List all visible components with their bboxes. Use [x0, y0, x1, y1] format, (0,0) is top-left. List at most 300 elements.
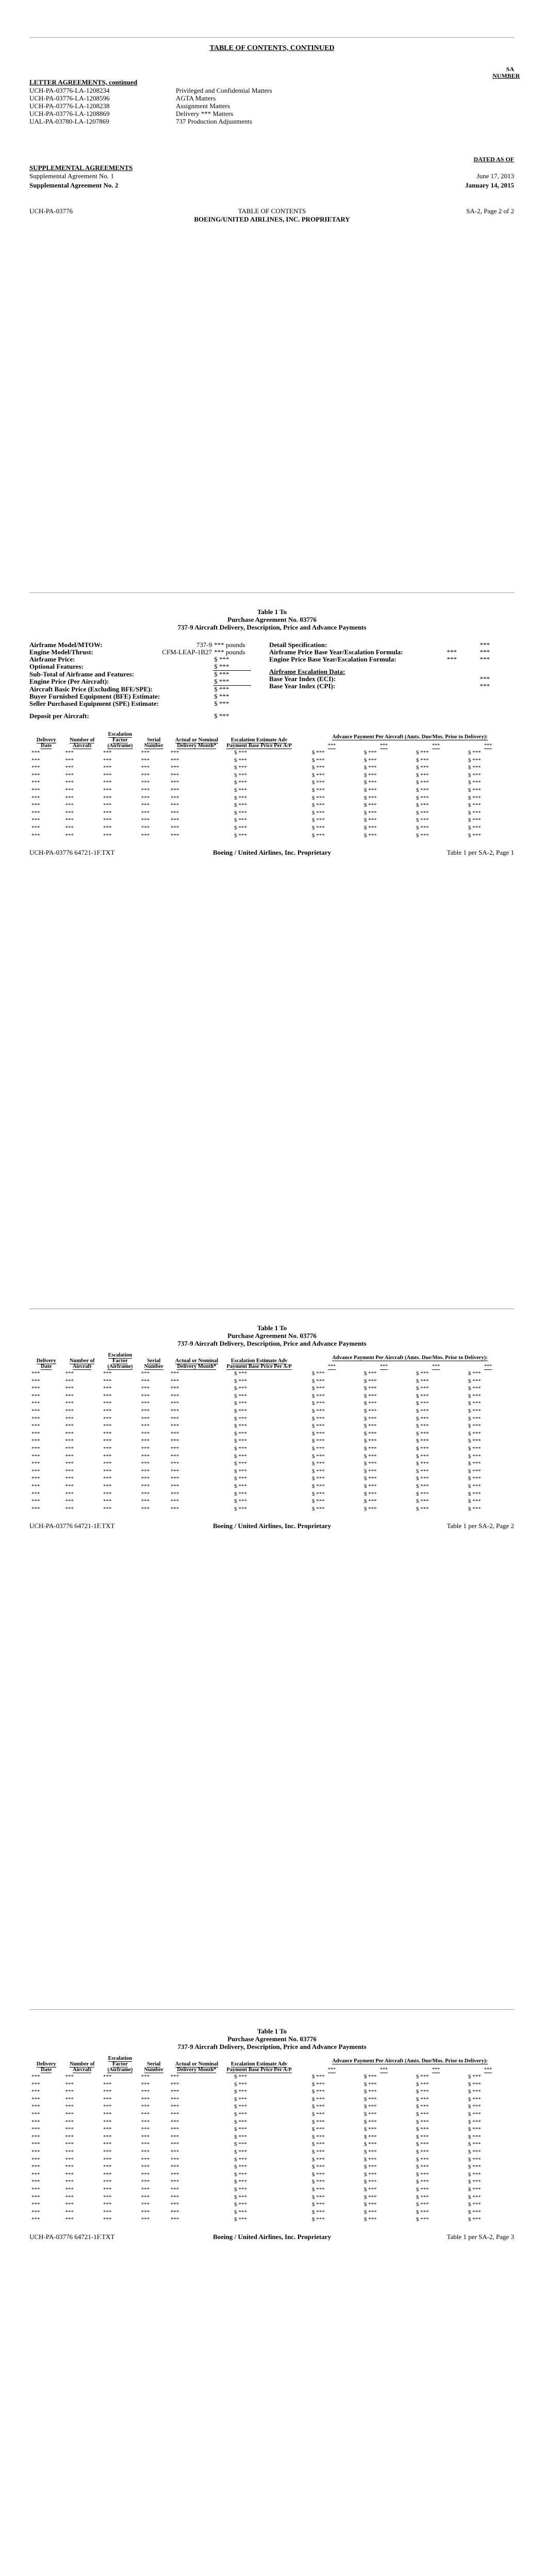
cell: *** [65, 2089, 74, 2095]
cell: *** [103, 1438, 112, 1445]
cell: *** [65, 1378, 74, 1384]
advance-payment-header [306, 732, 514, 740]
cell: $ *** [311, 757, 325, 764]
cell: *** [65, 2194, 74, 2200]
cell: *** [141, 772, 150, 778]
cell: $ *** [364, 2081, 377, 2088]
cell: $ *** [364, 1370, 377, 1377]
cell: $ *** [364, 2096, 377, 2103]
advance-payment-header-text: Advance Payment Per Aircraft (Amts. Due/Mos. Prior to Delivery): [332, 1355, 488, 1361]
spec-amount: $ *** [214, 712, 229, 720]
cell: *** [31, 1461, 40, 1467]
cell: $ *** [364, 1505, 377, 1512]
delivery-table [29, 732, 514, 839]
column-header-text: Number of Aircraft [69, 737, 95, 749]
cell: $ *** [468, 2133, 481, 2140]
toc-title: TABLE OF CONTENTS, CONTINUED [209, 44, 335, 52]
column-header-text: Actual or Nominal Delivery Month* [175, 2061, 219, 2073]
cell: *** [141, 794, 150, 801]
cell: $ *** [364, 1461, 377, 1467]
spacer-header [293, 2056, 306, 2064]
spec-label: Optional Features: [29, 663, 84, 670]
spec-value: *** [447, 648, 457, 656]
cell: *** [103, 1468, 112, 1475]
cell: *** [141, 2074, 150, 2080]
table-row [29, 1385, 514, 1393]
cell: *** [31, 2119, 40, 2125]
cell: *** [141, 1438, 150, 1445]
advance-month-header [358, 2064, 410, 2073]
cell: $ *** [416, 1498, 429, 1505]
cell: $ *** [468, 2201, 481, 2208]
cell: *** [65, 757, 74, 764]
spec-row [268, 649, 491, 656]
cell: *** [170, 2096, 179, 2103]
cell: $ *** [234, 787, 247, 793]
advance-month-text: *** [484, 1364, 492, 1369]
cell: *** [65, 2141, 74, 2148]
cell: $ *** [364, 1445, 377, 1452]
table-row [29, 1445, 514, 1453]
cell: $ *** [234, 2133, 247, 2140]
cell: $ *** [234, 2216, 247, 2223]
cell: *** [170, 817, 179, 824]
table-row [29, 2103, 514, 2111]
table-heading-line: Purchase Agreement No. 03776 [227, 2035, 317, 2043]
spec-label: Base Year Index (ECI): [269, 675, 336, 683]
cell: *** [103, 1445, 112, 1452]
column-header [29, 2056, 63, 2073]
cell: *** [31, 757, 40, 764]
cell: $ *** [468, 2104, 481, 2110]
cell: *** [170, 2186, 179, 2193]
cell: $ *** [311, 2111, 325, 2117]
advance-month-text: *** [327, 2067, 336, 2073]
page-divider [29, 592, 514, 593]
cell: *** [103, 2119, 112, 2125]
column-header-text: Escalation Estimate Adv Payment Base Price Per A/P [226, 2061, 292, 2073]
cell: $ *** [416, 757, 429, 764]
table-row [29, 2133, 514, 2141]
cell: $ *** [364, 794, 377, 801]
supp-row [29, 172, 514, 180]
footer-right: Table 1 per SA-2, Page 1 [447, 849, 514, 857]
table-row [29, 1498, 514, 1505]
cell: *** [31, 1393, 40, 1399]
cell: *** [65, 1408, 74, 1414]
letter-number: UCH-PA-03776-LA-1208869 [29, 110, 110, 117]
cell: $ *** [416, 817, 429, 824]
cell: $ *** [364, 765, 377, 771]
cell: $ *** [234, 2126, 247, 2133]
cell: $ *** [234, 2148, 247, 2155]
cell: *** [65, 2201, 74, 2208]
cell: *** [31, 1400, 40, 1407]
cell: $ *** [311, 750, 325, 756]
cell: $ *** [468, 2126, 481, 2133]
cell: *** [141, 1378, 150, 1384]
cell: *** [103, 1430, 112, 1437]
cell: $ *** [311, 1385, 325, 1392]
cell: *** [65, 2126, 74, 2133]
table-row [29, 2209, 514, 2216]
cell: $ *** [416, 794, 429, 801]
spacer-cell [293, 1422, 306, 1430]
table-row [29, 1453, 514, 1461]
spacer-cell [293, 2096, 306, 2104]
spacer-cell [293, 2111, 306, 2119]
table-row [29, 1468, 514, 1476]
cell: *** [65, 2171, 74, 2178]
advance-month-text: *** [327, 1364, 336, 1369]
table-heading-line: Table 1 To [257, 2027, 287, 2035]
cell: $ *** [311, 2104, 325, 2110]
spec-value: CFM-LEAP-1B27 [162, 648, 212, 656]
cell: $ *** [416, 2171, 429, 2178]
table-heading [0, 1324, 544, 1347]
cell: $ *** [468, 1468, 481, 1475]
cell: $ *** [416, 2164, 429, 2171]
cell: *** [31, 2141, 40, 2148]
column-header [225, 2056, 293, 2073]
cell: *** [31, 1423, 40, 1430]
cell: *** [65, 817, 74, 824]
cell: $ *** [311, 1483, 325, 1489]
cell: *** [31, 2126, 40, 2133]
cell: *** [65, 750, 74, 756]
cell: $ *** [468, 2148, 481, 2155]
advance-month-header [306, 1361, 358, 1370]
cell: *** [170, 802, 179, 809]
advance-month-text: *** [484, 2067, 492, 2073]
cell: *** [31, 1483, 40, 1489]
cell: $ *** [468, 802, 481, 809]
cell: *** [65, 1490, 74, 1497]
supplemental-heading: SUPPLEMENTAL AGREEMENTS [29, 164, 133, 172]
cell: *** [31, 2171, 40, 2178]
cell: *** [103, 1370, 112, 1377]
advance-month-text: *** [327, 743, 336, 749]
cell: *** [65, 1370, 74, 1377]
cell: $ *** [234, 2141, 247, 2148]
cell: *** [141, 2141, 150, 2148]
table-row [29, 824, 514, 832]
spacer-cell [293, 2209, 306, 2216]
cell: *** [170, 1408, 179, 1414]
cell: *** [141, 1430, 150, 1437]
spacer-cell [293, 1468, 306, 1476]
cell: $ *** [416, 1408, 429, 1414]
cell: *** [141, 779, 150, 786]
cell: *** [103, 2104, 112, 2110]
footer-right: SA-2, Page 2 of 2 [466, 207, 514, 215]
cell: *** [170, 1445, 179, 1452]
cell: *** [170, 2201, 179, 2208]
cell: *** [31, 1378, 40, 1384]
cell: $ *** [416, 2186, 429, 2193]
cell: $ *** [311, 1400, 325, 1407]
cell: *** [65, 1498, 74, 1505]
cell: *** [65, 1476, 74, 1482]
table-row [29, 2111, 514, 2119]
cell: *** [65, 2133, 74, 2140]
cell: $ *** [311, 2186, 325, 2193]
cell: *** [31, 1430, 40, 1437]
cell: $ *** [234, 772, 247, 778]
cell: $ *** [364, 1476, 377, 1482]
cell: $ *** [468, 824, 481, 831]
letter-agreement-row [29, 102, 390, 110]
cell: *** [65, 2081, 74, 2088]
cell: *** [170, 779, 179, 786]
cell: *** [170, 1476, 179, 1482]
spec-label: Seller Purchased Equipment (SPE) Estimate: [29, 700, 159, 707]
cell: $ *** [364, 2194, 377, 2200]
letter-description: 737 Production Adjustments [176, 117, 253, 125]
table-heading [0, 608, 544, 631]
spec-value [161, 693, 213, 700]
cell: $ *** [311, 2194, 325, 2200]
specs-right [268, 641, 491, 690]
spacer-cell [293, 2073, 306, 2081]
cell: $ *** [468, 2081, 481, 2088]
cell: *** [170, 2133, 179, 2140]
spacer-cell [293, 787, 306, 794]
cell: *** [170, 2156, 179, 2163]
cell: $ *** [364, 1408, 377, 1414]
letter-number: UCH-PA-03776-LA-1208596 [29, 94, 110, 102]
cell: $ *** [468, 832, 481, 839]
spec-label: Engine Model/Thrust: [29, 648, 93, 656]
cell: *** [31, 2156, 40, 2163]
cell: $ *** [468, 809, 481, 816]
cell: $ *** [311, 1430, 325, 1437]
cell: $ *** [416, 1461, 429, 1467]
column-header-text: Escalation Factor (Airframe) [107, 2056, 133, 2073]
spec-label: Buyer Furnished Equipment (BFE) Estimate: [29, 692, 160, 700]
footer-center: TABLE OF CONTENTS [238, 207, 306, 215]
spec-value [425, 675, 458, 683]
cell: *** [65, 1483, 74, 1489]
spec-value [458, 663, 491, 668]
cell: *** [103, 1385, 112, 1392]
cell: $ *** [364, 1453, 377, 1460]
spacer-cell [293, 2156, 306, 2164]
cell: $ *** [468, 2141, 481, 2148]
advance-month-text: *** [484, 743, 492, 749]
cell: $ *** [311, 832, 325, 839]
cell: $ *** [416, 1370, 429, 1377]
spec-value: *** [480, 641, 490, 649]
cell: $ *** [234, 2081, 247, 2088]
cell: $ *** [311, 1505, 325, 1512]
cell: $ *** [364, 2201, 377, 2208]
cell: $ *** [234, 1430, 247, 1437]
cell: *** [170, 2126, 179, 2133]
cell: $ *** [311, 1393, 325, 1399]
cell: *** [103, 2186, 112, 2193]
cell: $ *** [311, 1476, 325, 1482]
spec-value: *** [480, 648, 490, 656]
cell: *** [103, 787, 112, 793]
cell: $ *** [416, 1445, 429, 1452]
cell: *** [141, 1423, 150, 1430]
table-heading [0, 2027, 544, 2050]
cell: $ *** [234, 2119, 247, 2125]
cell: $ *** [468, 794, 481, 801]
cell: $ *** [364, 2133, 377, 2140]
cell: $ *** [311, 794, 325, 801]
cell: *** [31, 1438, 40, 1445]
cell: *** [141, 2126, 150, 2133]
spacer-cell [293, 1483, 306, 1490]
cell: *** [170, 2209, 179, 2215]
spec-row [268, 675, 491, 683]
cell: $ *** [311, 2164, 325, 2171]
cell: *** [65, 794, 74, 801]
cell: $ *** [234, 824, 247, 831]
spacer-cell [293, 2194, 306, 2201]
footer-left: UCH-PA-03776 64721-1F.TXT [29, 2233, 115, 2241]
footer-center: Boeing / United Airlines, Inc. Proprietary [212, 849, 332, 857]
cell: $ *** [468, 1476, 481, 1482]
column-header-text: Serial Number [144, 1358, 163, 1369]
table-row [29, 1422, 514, 1430]
cell: *** [31, 1415, 40, 1422]
cell: *** [65, 1415, 74, 1422]
cell: $ *** [311, 2171, 325, 2178]
spacer-cell [293, 2141, 306, 2148]
table-row [29, 2216, 514, 2224]
table-row [29, 832, 514, 840]
cell: $ *** [234, 757, 247, 764]
cell: $ *** [234, 2104, 247, 2110]
cell: *** [103, 2133, 112, 2140]
cell: *** [141, 832, 150, 839]
cell: *** [170, 1468, 179, 1475]
cell: *** [103, 779, 112, 786]
cell: *** [31, 802, 40, 809]
spec-label: Aircraft Basic Price (Excluding BFE/SPE): [29, 685, 153, 693]
column-header-text: Number of Aircraft [69, 1358, 95, 1369]
delivery-table [29, 2056, 514, 2224]
cell: $ *** [234, 1505, 247, 1512]
cell: $ *** [234, 1423, 247, 1430]
cell: *** [65, 802, 74, 809]
cell: *** [31, 1445, 40, 1452]
cell: *** [170, 2081, 179, 2088]
cell: $ *** [468, 765, 481, 771]
cell: $ *** [364, 2141, 377, 2148]
column-header-text: Delivery Date [36, 2061, 56, 2073]
cell: *** [103, 2194, 112, 2200]
cell: $ *** [311, 809, 325, 816]
advance-month-header [462, 2064, 514, 2073]
cell: $ *** [364, 1393, 377, 1399]
cell: *** [103, 832, 112, 839]
cell: *** [65, 1445, 74, 1452]
cell: *** [31, 2179, 40, 2185]
cell: *** [31, 1385, 40, 1392]
cell: $ *** [234, 2111, 247, 2117]
spacer-cell [293, 1460, 306, 1468]
cell: *** [31, 1490, 40, 1497]
cell: $ *** [234, 802, 247, 809]
cell: *** [31, 809, 40, 816]
cell: $ *** [364, 772, 377, 778]
cell: *** [31, 1408, 40, 1414]
cell: *** [141, 1505, 150, 1512]
cell: $ *** [416, 2104, 429, 2110]
column-header [139, 2056, 169, 2073]
cell: $ *** [468, 2194, 481, 2200]
table-row [29, 2178, 514, 2186]
header-row [29, 732, 514, 740]
cell: *** [103, 809, 112, 816]
table-row [29, 1415, 514, 1423]
cell: $ *** [416, 1476, 429, 1482]
cell: $ *** [234, 750, 247, 756]
letter-agreement-row [29, 110, 390, 117]
spacer-cell [293, 794, 306, 802]
cell: $ *** [416, 2141, 429, 2148]
spec-value [161, 656, 213, 663]
cell: $ *** [468, 1385, 481, 1392]
cell: *** [170, 2074, 179, 2080]
cell: $ *** [364, 2186, 377, 2193]
cell: $ *** [416, 772, 429, 778]
letter-description: Assignment Matters [176, 102, 230, 110]
column-header-text: Delivery Date [36, 737, 56, 749]
table-row [29, 1505, 514, 1513]
letter-description: AGTA Matters [176, 94, 216, 102]
spec-value: *** [480, 675, 490, 683]
column-header [225, 1352, 293, 1370]
cell: *** [103, 2096, 112, 2103]
cell: $ *** [468, 2156, 481, 2163]
cell: $ *** [311, 2081, 325, 2088]
spacer-cell [293, 1408, 306, 1415]
spacer-cell [293, 1378, 306, 1385]
cell: *** [170, 2089, 179, 2095]
cell: $ *** [416, 1468, 429, 1475]
cell: $ *** [416, 1400, 429, 1407]
cell: *** [31, 2194, 40, 2200]
footer-right: Table 1 per SA-2, Page 3 [447, 2233, 514, 2241]
cell: *** [31, 817, 40, 824]
advance-month-text: *** [432, 743, 440, 749]
table-row [29, 809, 514, 817]
spec-row [268, 656, 491, 663]
cell: *** [103, 2081, 112, 2088]
cell: *** [103, 2171, 112, 2178]
cell: $ *** [364, 2089, 377, 2095]
cell: $ *** [416, 832, 429, 839]
spacer-cell [293, 2201, 306, 2209]
cell: *** [31, 1453, 40, 1460]
cell: *** [65, 832, 74, 839]
cell: *** [141, 2216, 150, 2223]
advance-payment-header [306, 2056, 514, 2064]
table-row [29, 2148, 514, 2156]
cell: $ *** [468, 1483, 481, 1489]
table-heading-line: 737-9 Aircraft Delivery, Description, Price and Advance Payments [177, 1340, 367, 1347]
cell: $ *** [416, 2074, 429, 2080]
table-row [29, 787, 514, 794]
letter-number: UCH-PA-03776-LA-1208238 [29, 102, 110, 110]
column-header-text: Number of Aircraft [69, 2061, 95, 2073]
cell: *** [103, 2201, 112, 2208]
